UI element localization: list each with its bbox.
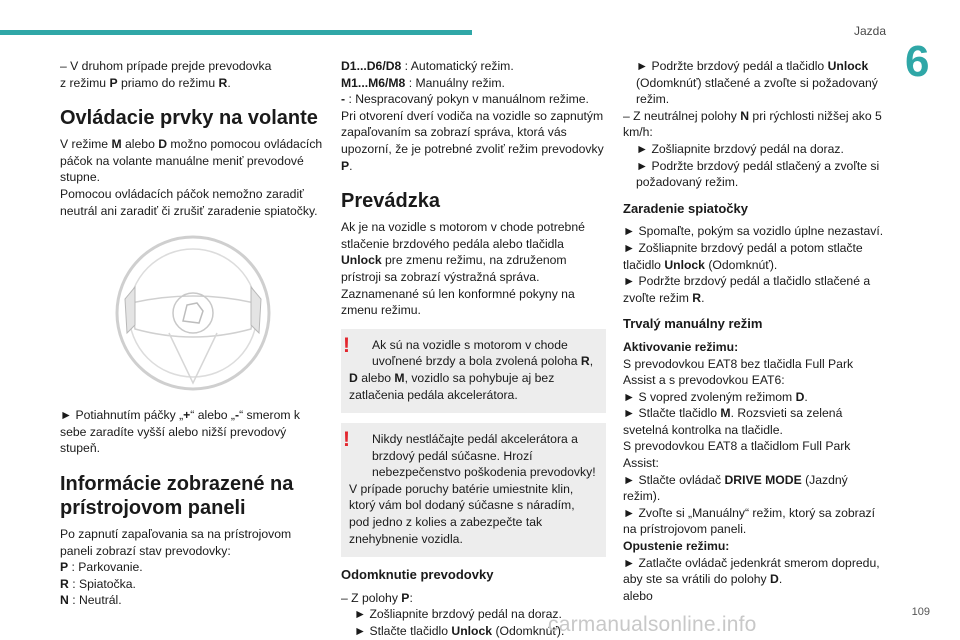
operation-paragraph-2: Zaznamenané sú len konformné pokyny na zmenu režimu. xyxy=(341,286,575,318)
exit-step: ► Zatlačte ovládač jedenkrát smerom dopredu, aby ste sa vrátili do polohy D. xyxy=(623,555,880,587)
activation-paragraph: S prevodovkou EAT8 a tlačidlom Full Park Assist: xyxy=(623,439,851,471)
heading-reverse: Zaradenie spiatočky xyxy=(623,200,748,216)
activation-title: Aktivovanie režimu: xyxy=(623,339,739,354)
controls-paragraph: V režime M alebo D možno pomocou ovládacích páčok na volante manuálne meniť prevodové stupne. xyxy=(60,137,323,185)
warning-icon: ! xyxy=(343,428,350,452)
page-number: 109 xyxy=(911,606,930,618)
activation-paragraph: S prevodovkou EAT8 bez tlačidla Full Park Assist a s prevodovkou EAT6: xyxy=(623,356,854,388)
state-item: P : Parkovanie. xyxy=(60,560,143,575)
neutral-step: ► Zošliapnite brzdový pedál na doraz. xyxy=(636,141,844,156)
unlock-step: ► Podržte brzdový pedál a tlačidlo Unlock (Odomknúť) stlačené a zvoľte si požadovaný režim. xyxy=(636,59,878,107)
activation-step: ► Zvoľte si „Manuálny“ režim, ktorý sa zobrazí na prístrojovom paneli. xyxy=(623,505,875,537)
warning-box: ! Ak sú na vozidle s motorom v chode uvoľnené brzdy a bola zvolená poloha R, D alebo M, vozidlo sa pohybuje aj bez zatlačenia pedála akcelerátora. xyxy=(341,329,606,413)
reverse-step: ► Podržte brzdový pedál a tlačidlo stlačené a zvoľte režim R. xyxy=(623,274,871,305)
state-item: D1...D6/D8 : Automatický režim. xyxy=(341,59,514,73)
unlock-step: ► Zošliapnite brzdový pedál na doraz. xyxy=(354,607,562,622)
intro-paragraph: – V druhom prípade prejde prevodovka z režimu P priamo do režimu R. xyxy=(60,59,272,90)
paddle-instruction: ► Potiahnutím páčky „+“ alebo „-“ smerom k sebe zaradíte vyšší alebo nižší prevodový stupeň. xyxy=(60,408,300,456)
state-item: M1...M6/M8 : Manuálny režim. xyxy=(341,75,505,90)
chapter-color-bar xyxy=(0,30,472,35)
activation-step: ► S vopred zvoleným režimom D. xyxy=(623,389,808,404)
activation-step: ► Stlačte tlačidlo M. Rozsvieti sa zelená svetelná kontrolka na tlačidle. xyxy=(623,406,843,437)
heading-manual-mode: Trvalý manuálny režim xyxy=(623,316,763,332)
state-item: - : Nespracovaný pokyn v manuálnom režime. xyxy=(341,92,589,107)
section-title: Jazda xyxy=(853,24,886,38)
reverse-step: ► Spomaľte, pokým sa vozidlo úplne nezastaví. xyxy=(623,224,884,239)
operation-paragraph: Ak je na vozidle s motorom v chode potrebné stlačenie brzdového pedála alebo tlačidla Unlock pre zmenu režimu, na združenom prístroji sa zobrazí výstražná správa. xyxy=(341,220,585,284)
chapter-number: 6 xyxy=(905,37,930,86)
state-item: R : Spiatočka. xyxy=(60,576,136,591)
exit-title: Opustenie režimu: xyxy=(623,539,730,554)
column-2 xyxy=(341,58,606,640)
unlock-step: ► Stlačte tlačidlo Unlock (Odomknúť). xyxy=(354,624,565,639)
column-3 xyxy=(623,58,888,604)
door-warning-paragraph: Pri otvorení dverí vodiča na vozidle so zapnutým zapaľovaním sa zobrazí správa, ktorá vás upozorní, že je potrebné zvoliť režim prevodovky P. xyxy=(341,108,604,173)
reverse-step: ► Zošliapnite brzdový pedál a potom stlačte tlačidlo Unlock (Odomknúť). xyxy=(623,240,863,272)
steering-wheel-illustration xyxy=(113,233,273,393)
heading-instrument-info: Informácie zobrazené na prístrojovom paneli xyxy=(60,472,294,519)
activation-step: ► Stlačte ovládač DRIVE MODE (Jazdný režim). xyxy=(623,472,848,504)
controls-paragraph-2: Pomocou ovládacích páčok nemožno zaradiť neutrál ani zaradiť či zrušiť zaradenie spiatočky. xyxy=(60,186,318,218)
state-item: N : Neutrál. xyxy=(60,593,122,608)
neutral-condition: – Z neutrálnej polohy N pri rýchlosti nižšej ako 5 km/h: xyxy=(623,108,882,140)
info-paragraph: Po zapnutí zapaľovania sa na prístrojovom paneli zobrazí stav prevodovky: xyxy=(60,526,292,558)
neutral-step: ► Podržte brzdový pedál stlačený a zvoľte si požadovaný režim. xyxy=(636,158,880,190)
heading-steering-controls: Ovládacie prvky na volante xyxy=(60,107,318,130)
warning-box: ! Nikdy nestláčajte pedál akcelerátora a brzdový pedál súčasne. Hrozí nebezpečenstvo poškodenia prevodovky! V prípade poruchy batérie umiestnite klin, ktorý vám bol dodaný súčasne s náradím, pod jedno z kolies a zabezpečte tak znehybnenie vozidla. xyxy=(341,423,606,557)
heading-unlock: Odomknutie prevodovky xyxy=(341,567,494,583)
watermark: carmanualsonline.info xyxy=(548,613,757,636)
warning-icon: ! xyxy=(343,333,350,357)
column-1 xyxy=(60,58,325,609)
unlock-condition: – Z polohy P: xyxy=(341,590,413,605)
heading-operation: Prevádzka xyxy=(341,190,440,213)
exit-or: alebo xyxy=(623,588,653,603)
